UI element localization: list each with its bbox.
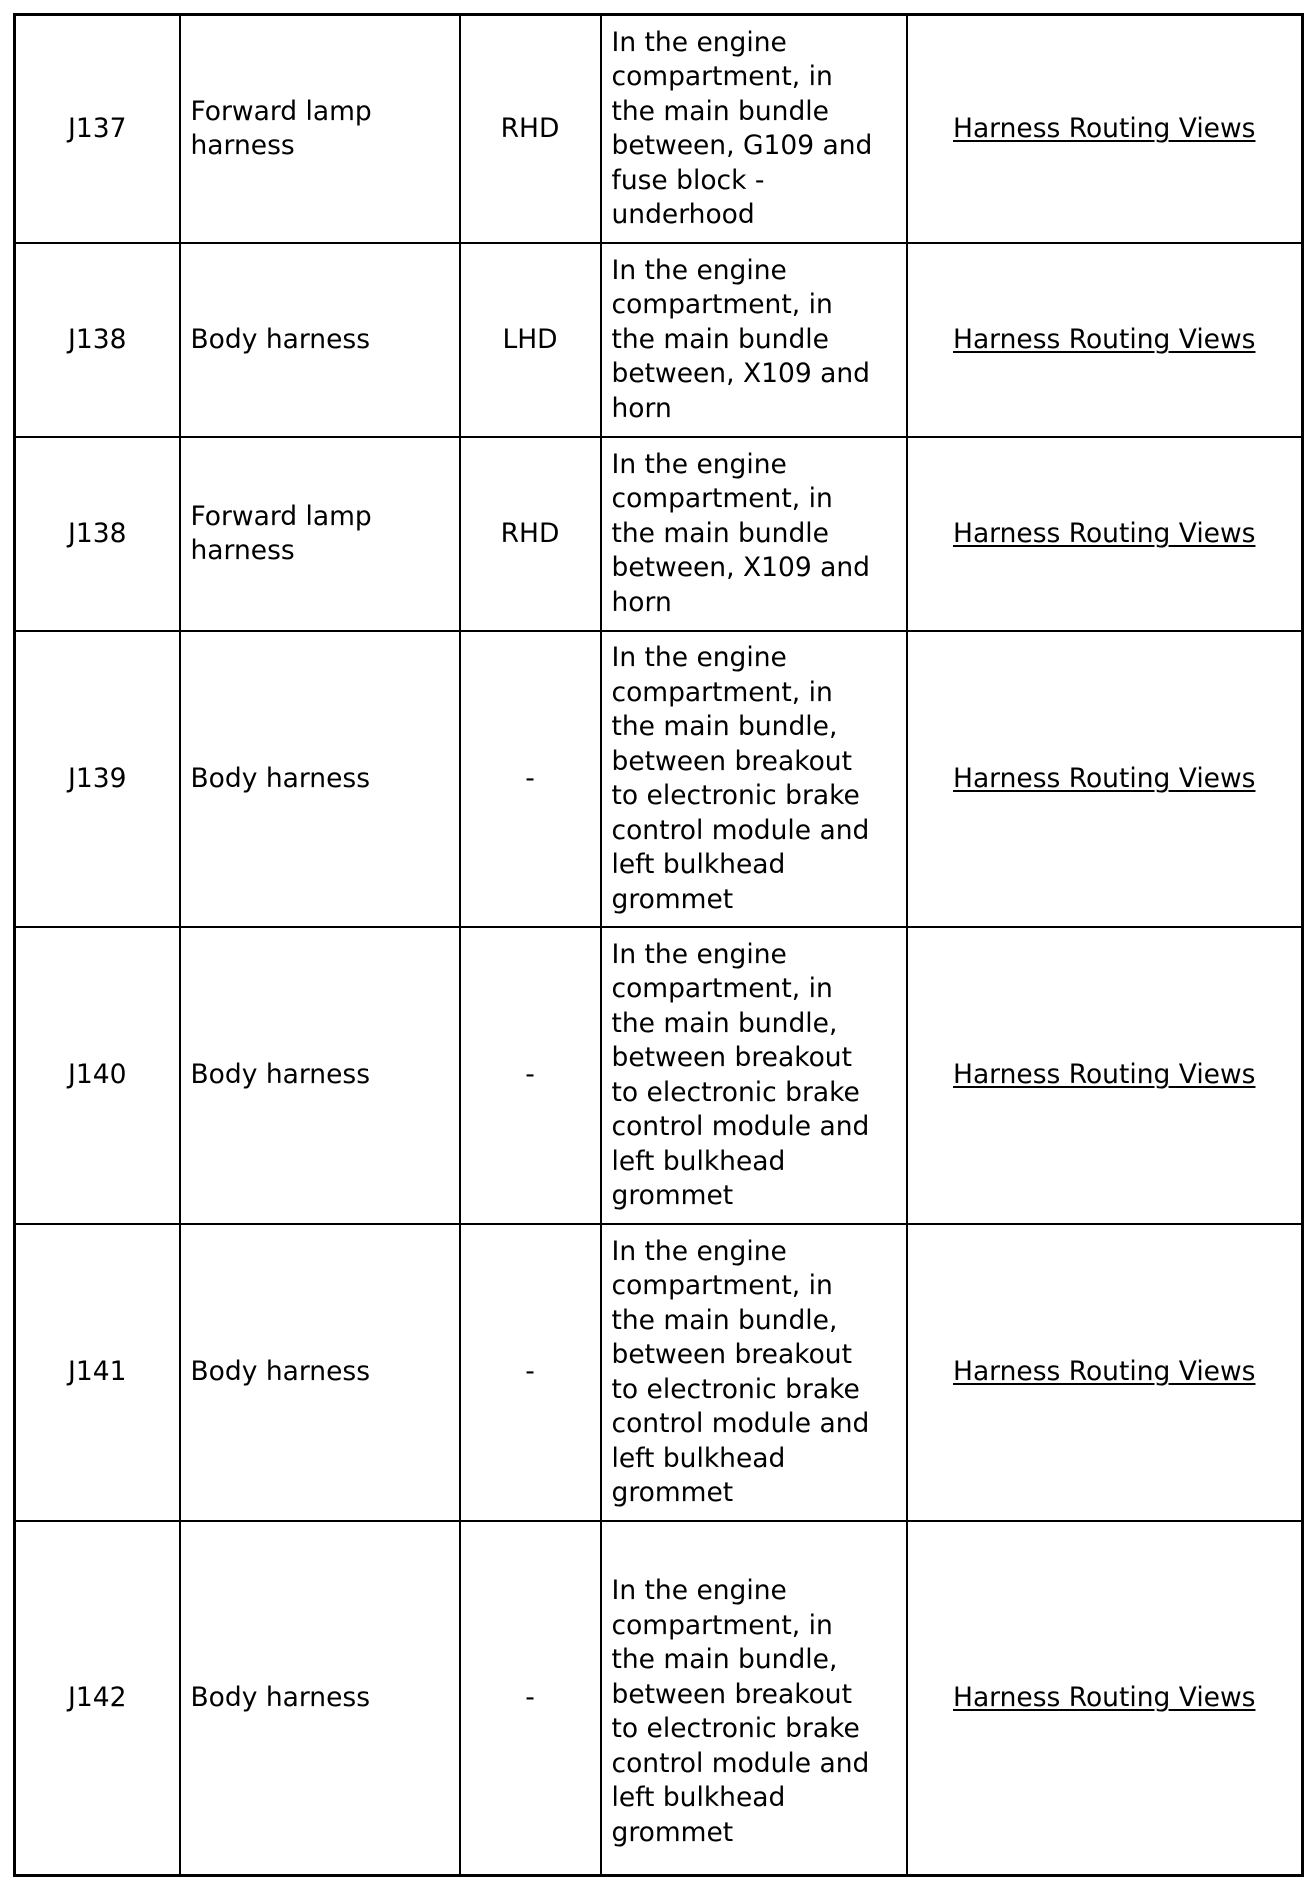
location-cell (601, 631, 907, 927)
harness-cell (180, 243, 460, 437)
location-text: In the engine compartment, in the main bundle between, X109 and horn (611, 448, 870, 618)
location-text: In the engine compartment, in the main bundle between, G109 and fuse block - underhood (611, 26, 873, 230)
location-cell (601, 243, 907, 437)
routing-view-cell (907, 927, 1303, 1224)
harness-name: Forward lamp harness (190, 500, 372, 566)
drive-side-cell: - (460, 1521, 601, 1876)
routing-view-cell (907, 631, 1303, 927)
drive-side-cell: - (460, 631, 601, 927)
routing-view-cell (907, 243, 1303, 437)
harness-routing-views-link[interactable]: Harness Routing Views (953, 517, 1256, 549)
location-text: In the engine compartment, in the main bundle, between breakout to electronic brake control module and left bulkhead grommet (611, 642, 870, 915)
harness-routing-views-link[interactable]: Harness Routing Views (953, 1059, 1256, 1091)
drive-side-cell: RHD (460, 437, 601, 631)
location-cell (601, 15, 907, 244)
harness-cell (180, 1521, 460, 1876)
harness-routing-views-link[interactable]: Harness Routing Views (953, 1681, 1256, 1713)
splice-id-cell: J141 (15, 1224, 180, 1521)
routing-view-cell (907, 15, 1303, 244)
routing-view-cell (907, 1224, 1303, 1521)
table-row (15, 1224, 1303, 1521)
splice-id-cell: J139 (15, 631, 180, 927)
harness-routing-views-link[interactable]: Harness Routing Views (953, 762, 1256, 794)
splice-id-cell: J138 (15, 243, 180, 437)
drive-side-cell: RHD (460, 15, 601, 244)
splice-id-cell: J138 (15, 437, 180, 631)
harness-cell (180, 631, 460, 927)
splice-id-cell: J140 (15, 927, 180, 1224)
harness-routing-views-link[interactable]: Harness Routing Views (953, 323, 1256, 355)
table-row (15, 437, 1303, 631)
harness-name: Body harness (190, 1681, 370, 1713)
routing-view-cell (907, 437, 1303, 631)
harness-routing-views-link[interactable]: Harness Routing Views (953, 112, 1256, 144)
harness-name: Body harness (190, 1059, 370, 1091)
drive-side-cell: - (460, 1224, 601, 1521)
table-row (15, 15, 1303, 244)
harness-cell (180, 437, 460, 631)
location-cell (601, 1521, 907, 1876)
table-row (15, 243, 1303, 437)
splice-id-cell: J137 (15, 15, 180, 244)
harness-cell (180, 1224, 460, 1521)
harness-cell (180, 15, 460, 244)
location-text: In the engine compartment, in the main bundle, between breakout to electronic brake control module and left bulkhead grommet (611, 1235, 870, 1508)
harness-cell (180, 927, 460, 1224)
table-row (15, 631, 1303, 927)
splice-pack-table (13, 13, 1304, 1877)
location-text: In the engine compartment, in the main bundle, between breakout to electronic brake control module and left bulkhead grommet (611, 938, 870, 1211)
location-text: In the engine compartment, in the main bundle between, X109 and horn (611, 254, 870, 424)
harness-name: Forward lamp harness (190, 95, 372, 161)
splice-id-cell: J142 (15, 1521, 180, 1876)
table-row (15, 927, 1303, 1224)
harness-routing-views-link[interactable]: Harness Routing Views (953, 1356, 1256, 1388)
table-row (15, 1521, 1303, 1876)
location-cell (601, 927, 907, 1224)
harness-name: Body harness (190, 323, 370, 355)
location-cell (601, 1224, 907, 1521)
location-cell (601, 437, 907, 631)
drive-side-cell: LHD (460, 243, 601, 437)
routing-view-cell (907, 1521, 1303, 1876)
harness-name: Body harness (190, 1356, 370, 1388)
harness-name: Body harness (190, 762, 370, 794)
location-text: In the engine compartment, in the main bundle, between breakout to electronic brake control module and left bulkhead grommet (611, 1575, 870, 1848)
drive-side-cell: - (460, 927, 601, 1224)
